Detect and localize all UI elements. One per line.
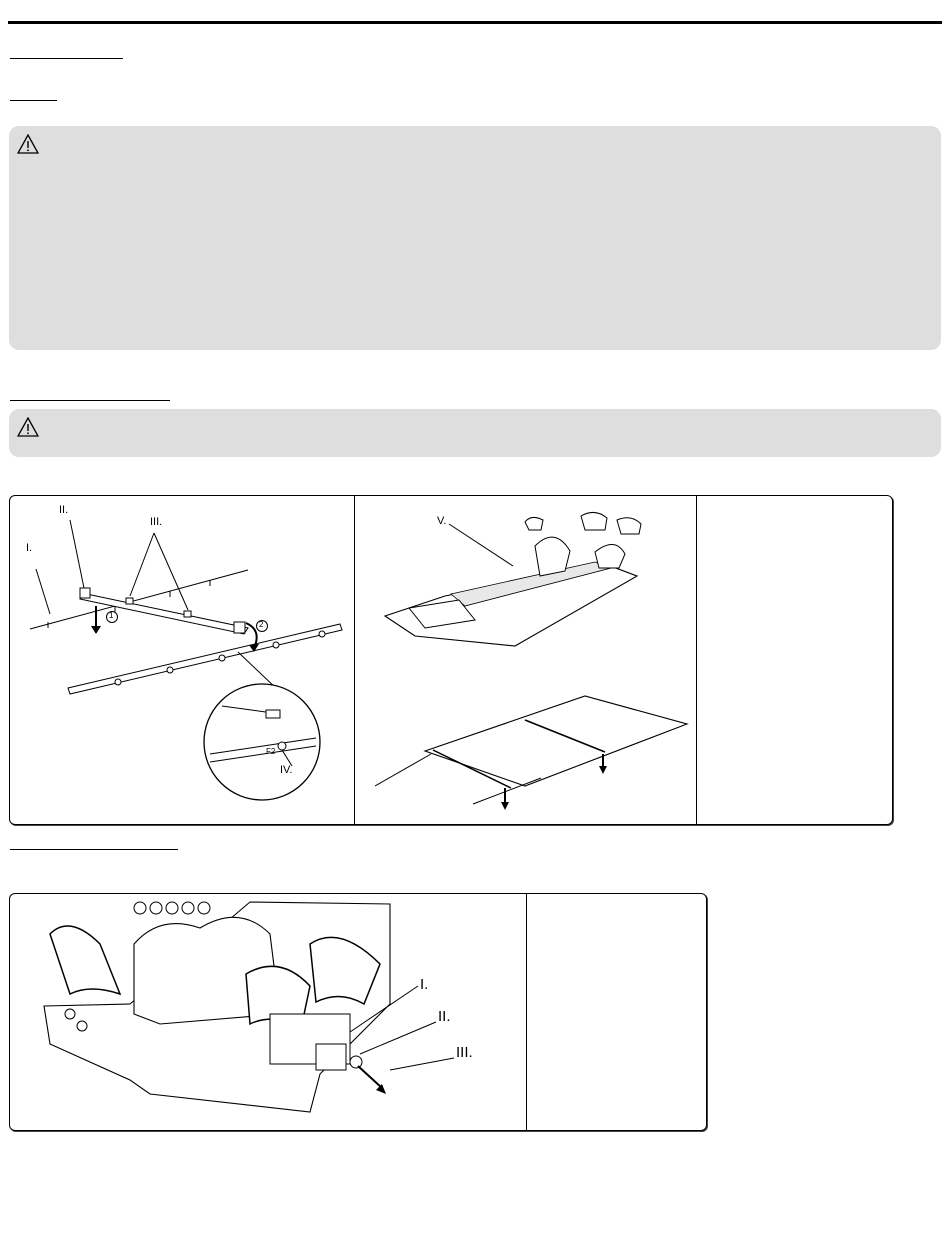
rail-bar-mounting-illustration	[10, 496, 354, 824]
step-number-1: 1	[109, 611, 114, 620]
leg-holder-and-plate-illustration	[355, 496, 695, 824]
warning-triangle-icon	[17, 134, 39, 154]
figure-label-III: III.	[150, 516, 163, 528]
figure-label-II: II.	[59, 504, 69, 516]
section-heading-underline-3	[10, 400, 170, 401]
figure-label-IV: IV.	[280, 764, 293, 776]
section-heading-underline-2	[10, 100, 57, 101]
warning-triangle-icon	[17, 417, 39, 437]
rail-code: F2	[266, 747, 276, 756]
section-heading-underline-4	[10, 849, 178, 850]
section-heading-underline-1	[10, 58, 123, 59]
figure-label-V: V.	[437, 515, 447, 527]
warning-box-2	[9, 409, 941, 457]
figure-label-I: I.	[26, 542, 33, 554]
panel-divider	[526, 894, 527, 1130]
figure-panel-1	[9, 495, 893, 825]
figure-panel-2	[9, 893, 707, 1131]
page-header-rule	[8, 21, 942, 24]
figure-label-I: I.	[420, 976, 429, 993]
panel-divider	[696, 496, 697, 824]
figure-label-III: III.	[456, 1044, 473, 1061]
figure-label-II: II.	[438, 1008, 451, 1025]
warning-box-1	[9, 126, 941, 350]
step-number-2: 2	[259, 620, 264, 629]
